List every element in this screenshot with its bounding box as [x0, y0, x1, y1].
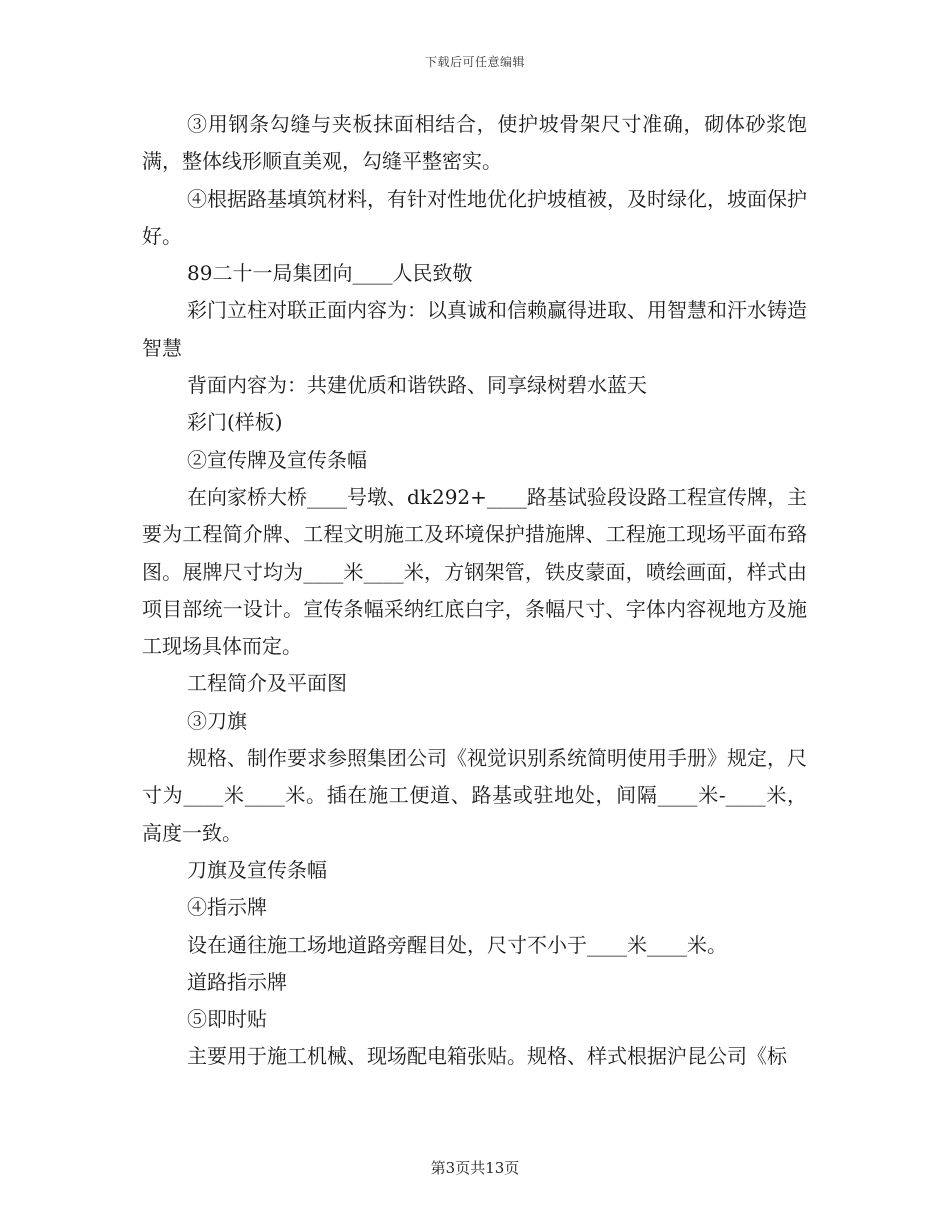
paragraph-couplet-back: 背面内容为：共建优质和谐铁路、同享绿树碧水蓝天 — [187, 373, 647, 398]
paragraph-signboards: 在向家桥大桥____号墩、dk292+____路基试验段设路工程宣传牌，主要为工程简介牌、工程文明施工及环境保护措施牌、工程施工现场平面布臵图。展牌尺寸均为____米____米，方钢架管，铁皮蒙面，喷绘画面，样式由项目部统一设计。宣传条幅采纳红底白字，条幅尺寸、字体内容视地方及施工现场具体而定。 — [142, 484, 807, 659]
heading-signboards-banners: ②宣传牌及宣传条幅 — [187, 447, 367, 472]
paragraph-group-salute: 89二十一局集团向____人民致敬 — [187, 261, 473, 286]
caption-color-gate: 彩门(样板) — [187, 410, 283, 435]
caption-project-intro: 工程简介及平面图 — [187, 671, 347, 696]
paragraph-couplet-front: 彩门立柱对联正面内容为：以真诚和信赖赢得进取、用智慧和汗水铸造智慧 — [142, 298, 807, 360]
page-number: 第3页共13页 — [430, 1159, 520, 1177]
caption-road-signs: 道路指示牌 — [187, 969, 287, 994]
heading-stickers: ⑤即时贴 — [187, 1007, 267, 1032]
caption-knife-flags: 刀旗及宣传条幅 — [187, 857, 327, 882]
paragraph-knife-flags: 规格、制作要求参照集团公司《视觉识别系统简明使用手册》规定，尺寸为____米____米。插在施工便道、路基或驻地处，间隔____米-____米，高度一致。 — [142, 746, 807, 845]
paragraph-slope-vegetation: ④根据路基填筑材料，有针对性地优化护坡植被，及时绿化，坡面保护好。 — [142, 186, 807, 248]
paragraph-stickers: 主要用于施工机械、现场配电箱张贴。规格、样式根据沪昆公司《标 — [187, 1044, 787, 1069]
paragraph-direction-signs: 设在通往施工场地道路旁醒目处，尺寸不小于____米____米。 — [187, 932, 727, 957]
page-header: 下载后可任意编辑 — [424, 55, 525, 69]
paragraph-mortar-joint: ③用钢条勾缝与夹板抹面相结合，使护坡骨架尺寸准确，砌体砂浆饱满，整体线形顺直美观，勾缝平整密实。 — [142, 112, 807, 174]
heading-knife-flags: ③刀旗 — [187, 708, 247, 733]
heading-direction-signs: ④指示牌 — [187, 895, 267, 920]
document-body — [142, 106, 807, 1076]
